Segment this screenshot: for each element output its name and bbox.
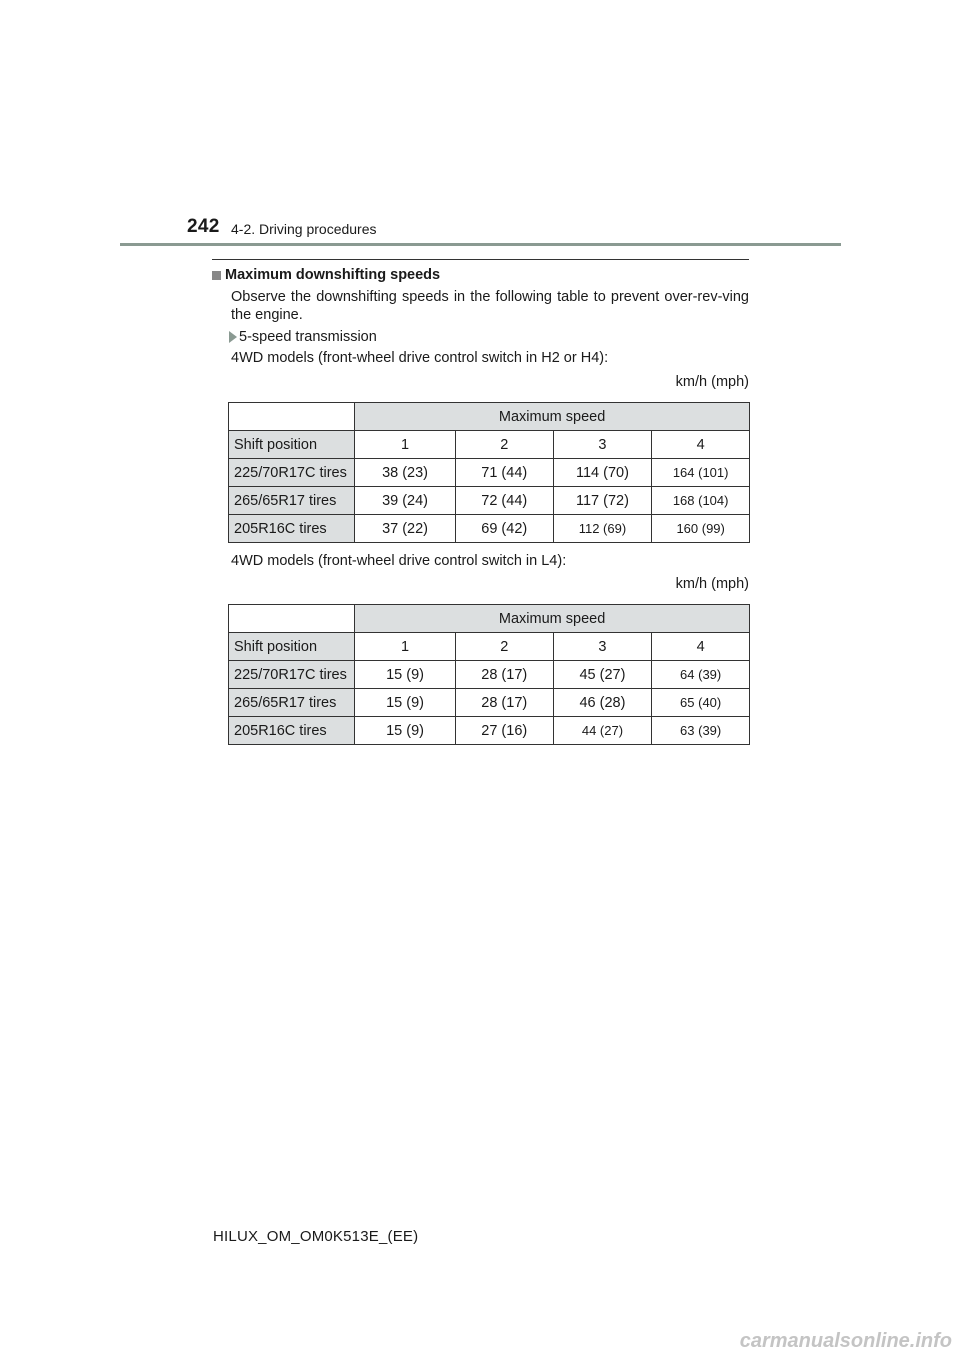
position-cell: 4 [652, 431, 750, 459]
speed-cell: 117 (72) [553, 487, 652, 515]
table-row [229, 459, 750, 487]
bullet-text: 5-speed transmission [239, 329, 377, 345]
tire-label: 225/70R17C tires [229, 661, 355, 689]
speed-cell: 72 (44) [455, 487, 553, 515]
document-code: HILUX_OM_OM0K513E_(EE) [213, 1228, 419, 1245]
speed-cell: 71 (44) [455, 459, 553, 487]
table-header-row [229, 403, 750, 431]
position-cell: 2 [455, 633, 553, 661]
watermark-link[interactable]: carmanualsonline.info [739, 1330, 952, 1352]
position-cell: 3 [553, 431, 652, 459]
section-title: 4-2. Driving procedures [231, 221, 377, 237]
speed-cell: 27 (16) [455, 717, 553, 745]
speed-cell: 37 (22) [355, 515, 456, 543]
tire-label: 205R16C tires [229, 717, 355, 745]
position-cell: 1 [355, 431, 456, 459]
heading-text: Maximum downshifting speeds [225, 267, 441, 283]
speed-cell: 112 (69) [553, 515, 652, 543]
blank-cell [229, 605, 355, 633]
speed-cell: 63 (39) [652, 717, 750, 745]
transmission-bullet [229, 329, 377, 345]
subsection-heading [212, 267, 440, 283]
page-number: 242 [187, 216, 220, 237]
table1-unit: km/h (mph) [675, 374, 749, 390]
tire-label: 265/65R17 tires [229, 487, 355, 515]
position-cell: 2 [455, 431, 553, 459]
speed-cell: 64 (39) [652, 661, 750, 689]
table-row [229, 661, 750, 689]
square-bullet-icon [212, 271, 221, 280]
speed-cell: 38 (23) [355, 459, 456, 487]
speed-cell: 15 (9) [355, 689, 456, 717]
shift-position-label: Shift position [229, 431, 355, 459]
speed-cell: 28 (17) [455, 689, 553, 717]
table-row [229, 689, 750, 717]
speed-cell: 168 (104) [652, 487, 750, 515]
speed-cell: 164 (101) [652, 459, 750, 487]
speed-cell: 45 (27) [553, 661, 652, 689]
max-speed-header: Maximum speed [355, 403, 750, 431]
speed-cell: 15 (9) [355, 717, 456, 745]
shift-position-label: Shift position [229, 633, 355, 661]
speed-cell: 65 (40) [652, 689, 750, 717]
speed-cell: 28 (17) [455, 661, 553, 689]
speed-table-h2-h4 [228, 402, 750, 543]
header-rule [120, 243, 841, 246]
table-row [229, 717, 750, 745]
speed-table-l4 [228, 604, 750, 745]
table1-note: 4WD models (front-wheel drive control switch in H2 or H4): [231, 350, 609, 366]
max-speed-header: Maximum speed [355, 605, 750, 633]
tire-label: 225/70R17C tires [229, 459, 355, 487]
position-cell: 3 [553, 633, 652, 661]
table2-unit: km/h (mph) [675, 576, 749, 592]
speed-cell: 114 (70) [553, 459, 652, 487]
position-cell: 1 [355, 633, 456, 661]
table-row [229, 515, 750, 543]
blank-cell [229, 403, 355, 431]
table2-note: 4WD models (front-wheel drive control switch in L4): [231, 553, 567, 569]
speed-cell: 46 (28) [553, 689, 652, 717]
shift-position-row [229, 633, 750, 661]
speed-cell: 15 (9) [355, 661, 456, 689]
tire-label: 265/65R17 tires [229, 689, 355, 717]
tire-label: 205R16C tires [229, 515, 355, 543]
table-row [229, 487, 750, 515]
intro-paragraph: Observe the downshifting speeds in the following table to prevent over-rev-ving the engine. [231, 289, 749, 323]
section-divider [212, 259, 749, 260]
speed-cell: 44 (27) [553, 717, 652, 745]
position-cell: 4 [652, 633, 750, 661]
speed-cell: 39 (24) [355, 487, 456, 515]
speed-cell: 69 (42) [455, 515, 553, 543]
speed-cell: 160 (99) [652, 515, 750, 543]
shift-position-row [229, 431, 750, 459]
table-header-row [229, 605, 750, 633]
triangle-bullet-icon [229, 331, 237, 343]
